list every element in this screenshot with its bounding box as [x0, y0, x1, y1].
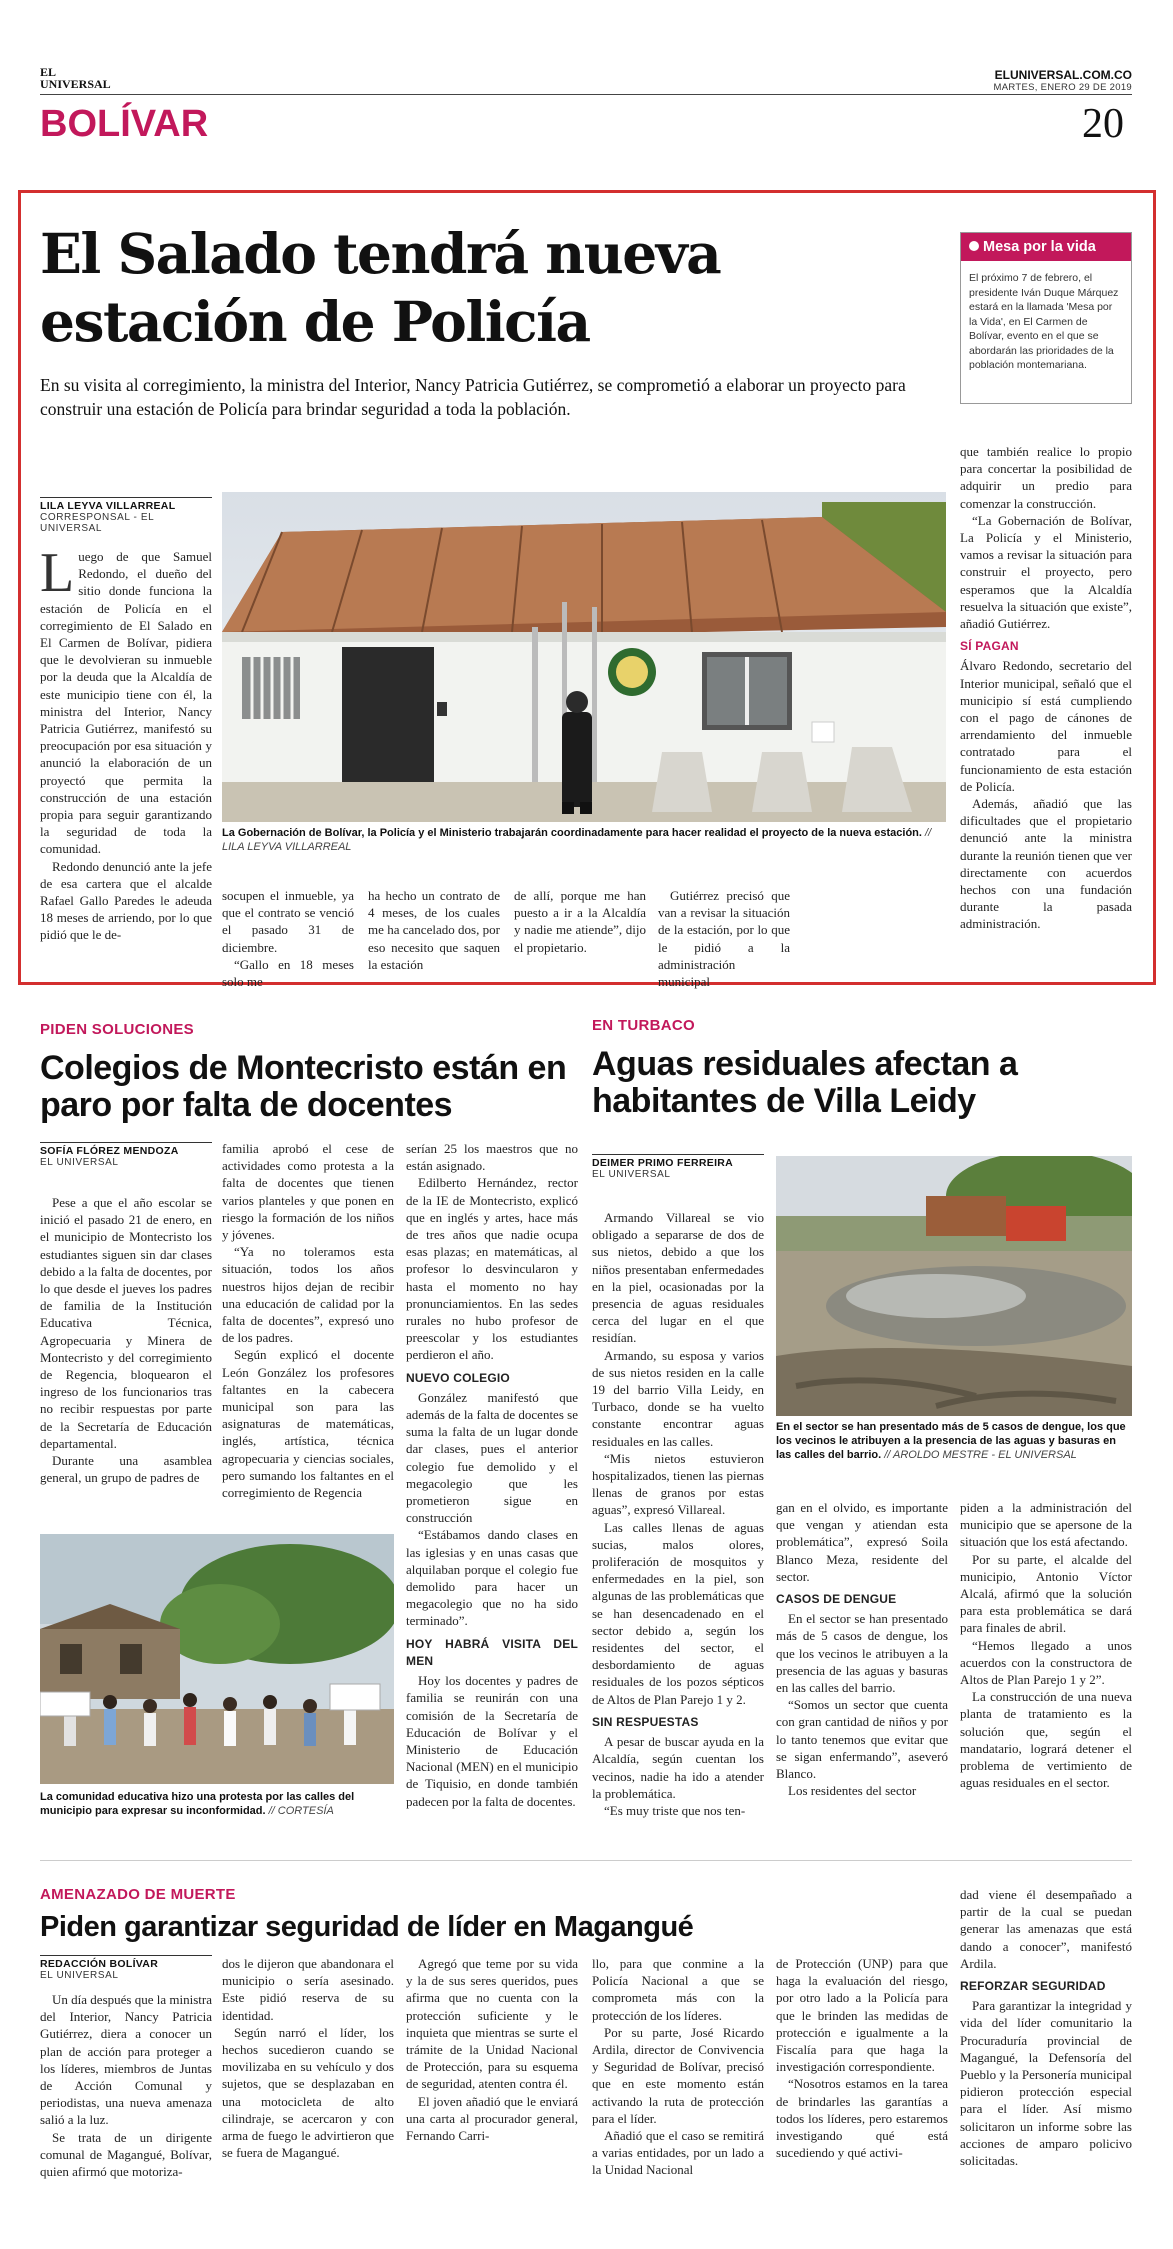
montecristo-column-2: [222, 1140, 394, 1501]
paragraph: “Estábamos dando clases en las iglesias y en unas casas que alquilaban porque el colegio fue demolido para hacer un megacolegio que no ha sido terminado”.: [406, 1527, 578, 1629]
sidebar-text: El próximo 7 de febrero, el presidente Iván Duque Márquez estará en la llamada 'Mesa por la Vida', en El Carmen de Bolívar, evento en el que se abordarán las prioridades de la población montemariana.: [969, 272, 1119, 371]
sidebar-title: Mesa por la vida: [983, 239, 1096, 255]
paragraph: A pesar de buscar ayuda en la Alcaldía, según cuentan los vecinos, nadie ha ido a atender la problemática.: [592, 1734, 764, 1801]
lead-column-6: [960, 443, 1132, 933]
sidebar-header: [961, 233, 1131, 261]
paragraph: Edilberto Hernández, rector de la IE de Montecristo, explicó que en inglés y artes, hace más de tres años que nadie ocupa esas plazas; en matemáticas, al profesor lo desvincularon y hasta el momento no hay pronunciamientos. En las sedes rurales no hubo profesor de preescolar y los estudiantes perdieron el año.: [406, 1175, 578, 1363]
paragraph: Según explicó el docente León González los profesores faltantes en la cabecera municipal son para las asignaturas de matemáticas, inglés, artística, técnica agropecuaria y ciencias sociales, pero sumando los faltantes en el corregimiento de Regencia: [222, 1347, 394, 1501]
paragraph: Según narró el líder, los hechos sucedieron cuando se movilizaba en su vehículo y dos sujetos, que se desplazaban en una motocicleta de alto cilindraje, se acercaron y con arma de fuego le advirtieron que se fuera de Magangué.: [222, 2024, 394, 2161]
byline-name: SOFÍA FLÓREZ MENDOZA: [40, 1145, 179, 1157]
turbaco-kicker: EN TURBACO: [592, 1017, 695, 1034]
lead-column-1: [40, 542, 212, 944]
caption-credit: // AROLDO MESTRE - EL UNIVERSAL: [884, 1449, 1077, 1461]
magangue-column-6: [960, 1886, 1132, 2169]
paragraph: llo, para que conmine a la Policía Nacional a que se comprometa más con la protección de los líderes.: [592, 1956, 764, 2023]
paragraph: Añadió que el caso se remitirá a varias entidades, por un lado a la Unidad Nacional: [592, 2128, 764, 2178]
paragraph: socupen el inmueble, ya que el contrato se venció el pasado 31 de diciembre.: [222, 888, 354, 955]
paragraph: Por su parte, el alcalde del municipio, Antonio Víctor Alcalá, afirmó que la solución para esta problemática se dará para finales de abril.: [960, 1551, 1132, 1636]
bullet-icon: [969, 241, 979, 251]
paragraph: gan en el olvido, es importante que vengan y atiendan esta problemática”, expresó Soila Blanco Meza, residente del sector.: [776, 1500, 948, 1584]
paragraph: Redondo denunció ante la jefe de esa cartera que el alcalde Rafael Gallo Paredes le adeuda 18 meses de arriendo, por lo que pidió que le de-: [40, 858, 212, 943]
paragraph: que también realice lo propio para concertar la posibilidad de adquirir un predio para comenzar la construcción.: [960, 444, 1132, 511]
caption-text: La Gobernación de Bolívar, la Policía y el Ministerio trabajarán coordinadamente para hacer realidad el proyecto de la nueva estación.: [222, 827, 922, 839]
turbaco-photo-caption: [776, 1420, 1132, 1462]
montecristo-column-1: [40, 1194, 212, 1486]
paragraph: ha hecho un contrato de 4 meses, de los cuales me ha cancelado dos, por eso necesito que saquen la estación: [368, 888, 500, 972]
turbaco-column-3: [960, 1499, 1132, 1791]
byline-role: EL UNIVERSAL: [592, 1169, 671, 1180]
paragraph: Además, añadió que las dificultades que el propietario denunció ante la ministra durante la reunión tienen que ver directamente con acuerdos hechos con una fundación durante la pasada administración.: [960, 796, 1132, 932]
paragraph: Luego de que Samuel Redondo, el dueño del sitio donde funciona la estación de Policía en el corregimiento de El Salado en El Carmen de Bolívar, pidiera que le devolvieran su inmueble por la deuda que la Alcaldía de este municipio tiene con él, la ministra del Interior, Nancy Patricia Gutiérrez, manifestó su preocupación por esa situación y anunció la elaboración de un proyectó que permita la construcción de una estación propia para seguir garantizando la seguridad de toda la comunidad.: [40, 542, 212, 857]
montecristo-photo: [40, 1534, 394, 1784]
drop-cap: L: [40, 542, 75, 604]
paragraph: “Gallo en 18 meses solo me: [222, 956, 354, 990]
section-title: BOLÍVAR: [40, 103, 209, 145]
subheading: SIN RESPUESTAS: [592, 1714, 699, 1729]
lead-photo: [222, 492, 946, 822]
lead-column-2: [222, 887, 354, 990]
montecristo-byline: [40, 1140, 212, 1168]
lead-headline: El Salado tendrá nueva estación de Policía: [40, 221, 721, 354]
byline-name: REDACCIÓN BOLÍVAR: [40, 1958, 159, 1970]
paragraph: piden a la administración del municipio que se apersone de la situación que los está afectando.: [960, 1500, 1132, 1550]
magangue-column-3: [406, 1955, 578, 2144]
byline-role: CORRESPONSAL - EL UNIVERSAL: [40, 512, 154, 534]
paragraph: Por su parte, José Ricardo Ardila, director de Convivencia y Seguridad de Bolívar, precisó que en este momento están activando la ruta de protección para el líder.: [592, 2024, 764, 2126]
paragraph: de Protección (UNP) para que haga la evaluación del riesgo, por otro lado a la Policía para que le brinden las medidas de protección e igualmente a la Fiscalía para que haga la investigación correspondiente.: [776, 1956, 948, 2075]
magangue-headline: Piden garantizar seguridad de líder en Magangué: [40, 1911, 694, 1943]
paragraph: dad viene él desempañado a partir de la cual se puedan generar las amenazas que está dando a conocer”, manifestó Ardila.: [960, 1887, 1132, 1971]
paragraph: “Es muy triste que nos ten-: [604, 1802, 746, 1818]
paragraph: serían 25 los maestros que no están asignado.: [406, 1141, 578, 1174]
byline-name: DEIMER PRIMO FERREIRA: [592, 1157, 734, 1169]
turbaco-photo: [776, 1156, 1132, 1416]
paragraph: Gutiérrez precisó que van a revisar la situación de la estación, por lo que le pidió a la administración municipal: [658, 888, 790, 990]
paragraph: Para garantizar la integridad y vida del líder comunitario la Procuraduría provincial de Magangué, la Defensoría del Pueblo y la Personería municipal pidieron protección especial para el líder. Así mismo solicitaron un informe sobre las acciones de amparo policivo solicitadas.: [960, 1998, 1132, 2169]
magangue-column-1: [40, 1991, 212, 2180]
lead-column-4: [514, 887, 646, 956]
montecristo-photo-caption: [40, 1790, 394, 1818]
paragraph: La construcción de una nueva planta de tratamiento es la solución que, según el mandatario, logrará detener el problema de vertimiento de aguas residuales en el sector.: [960, 1689, 1132, 1791]
paragraph: Hoy los docentes y padres de familia se reunirán con una comisión de la Secretaría de Educación de Bolívar y el Ministerio de Educación Nacional (MEN) en el municipio de Tiquisio, en donde también padecen por la falta de docentes.: [406, 1673, 578, 1809]
lead-column-3: [368, 887, 500, 973]
lead-photo-caption: [222, 826, 946, 854]
caption-credit: // CORTESÍA: [268, 1805, 334, 1817]
subheading: CASOS DE DENGUE: [776, 1592, 897, 1607]
magangue-kicker: AMENAZADO DE MUERTE: [40, 1886, 236, 1903]
turbaco-headline: Aguas residuales afectan a habitantes de Villa Leidy: [592, 1045, 1018, 1120]
paragraph: Un día después que la ministra del Interior, Nancy Patricia Gutiérrez, diera a conocer un plan de acción para proteger a los líderes, miembros de Juntas de Acción Comunal y periodistas, una nueva amenaza salió a la luz.: [40, 1992, 212, 2128]
paragraph: González manifestó que además de la falta de docentes se suma la falta de un lugar donde dar clases, pues el anterior colegio fue demolido y el megacolegio que les prometieron sigue en construcción: [406, 1389, 578, 1526]
magangue-byline: [40, 1953, 212, 1981]
paragraph: Pese a que el año escolar se inició el pasado 21 de enero, en el municipio de Montecristo los estudiantes siguen sin dar clases debido a la falta de docentes, por lo que desde el jueves los padres de familia de la Institución Educativa Técnica, Agropecuaria y Minera de Montecristo y del corregimiento de Regencia, bloquearon el ingreso de los funcionarios tras no recibir respuestas por parte de la Secretaría de Educación departamental.: [40, 1195, 212, 1451]
site-url[interactable]: ELUNIVERSAL.COM.CO: [994, 68, 1132, 82]
lead-byline: [40, 495, 212, 534]
masthead-rule: [40, 94, 1132, 95]
lead-column-5: [658, 887, 790, 990]
turbaco-column-1: [592, 1209, 764, 1819]
byline-role: EL UNIVERSAL: [40, 1970, 119, 1981]
magangue-column-4: [592, 1955, 764, 2179]
section-divider: [40, 1860, 1132, 1861]
magangue-column-5: [776, 1955, 948, 2161]
subheading: NUEVO COLEGIO: [406, 1370, 510, 1385]
paragraph: familia aprobó el cese de actividades como protesta a la falta de docentes que tienen varios planteles y que ponen en riesgo la formación de los niños y jóvenes.: [222, 1141, 394, 1243]
caption-text: En el sector se han presentado más de 5 casos de dengue, los que los vecinos le atribuyen a la presencia de las aguas y basuras en las calles del barrio.: [776, 1421, 1126, 1461]
paragraph: “Somos un sector que cuenta con gran cantidad de niños y por lo tanto tenemos que evitar que se sigan enfermando”, aseveró Blanco.: [776, 1697, 948, 1782]
turbaco-column-2: [776, 1499, 948, 1799]
paragraph: “Mis nietos estuvieron hospitalizados, tienen las piernas llenas de granos por estas aguas”, expresó Villareal.: [592, 1450, 764, 1518]
subheading: HOY HABRÁ VISITA DEL MEN: [406, 1636, 578, 1668]
subheading: SÍ PAGAN: [960, 639, 1019, 654]
montecristo-kicker: PIDEN SOLUCIONES: [40, 1021, 194, 1038]
paragraph: Durante una asamblea general, un grupo de padres de: [40, 1453, 212, 1486]
paragraph: El joven añadió que le enviará una carta al procurador general, Fernando Carri-: [406, 2093, 578, 2144]
paragraph: “Ya no toleramos esta situación, todos los años nuestros hijos dejan de recibir una educación de calidad por la falta de docentes”, expresó uno de los padres.: [222, 1244, 394, 1346]
turbaco-byline: [592, 1152, 764, 1180]
paragraph: Armando Villareal se vio obligado a separarse de dos de sus nietos, debido a que los niños presentaban enfermedades en la piel, ocasionadas por la presencia de aguas residuales cerca del lugar en el que residían.: [592, 1210, 764, 1346]
byline-role: EL UNIVERSAL: [40, 1157, 119, 1168]
paragraph: “Nosotros estamos en la tarea de brindarles las garantías a todos los líderes, pero estaremos investigando qué está sucediendo y qué activi-: [776, 2076, 948, 2161]
paragraph: Las calles llenas de aguas sucias, malos olores, proliferación de mosquitos y enfermedades en la piel, son algunas de las problemáticas que se han desencadenado en el sector debido a, según los residentes del sector, el desbordamiento de aguas residuales de los pozos sépticos de Altos de Plan Parejo 1 y 2.: [592, 1519, 764, 1707]
paragraph: de allí, porque me han puesto a ir a la Alcaldía y nadie me atiende”, dijo el propietario.: [514, 888, 646, 955]
paragraph: “Hemos llegado a unos acuerdos con la constructora de Altos de Plan Parejo 1 y 2”.: [960, 1637, 1132, 1688]
paragraph: Los residentes del sector: [788, 1783, 917, 1799]
paragraph: Agregó que teme por su vida y la de sus seres queridos, pues afirma que no cuenta con la protección suficiente y le inquieta que mientras se surte el trámite de la Unidad Nacional de Protección, para su esquema de seguridad, atenten contra él.: [406, 1956, 578, 2092]
page-number: 20: [1082, 101, 1124, 147]
lead-deck: En su visita al corregimiento, la ministra del Interior, Nancy Patricia Gutiérrez, se comprometió a elaborar un proyecto para construir una estación de Policía para brindar seguridad a toda la población.: [40, 375, 906, 419]
sidebar-box: [960, 232, 1132, 404]
subheading: REFORZAR SEGURIDAD: [960, 1979, 1106, 1994]
paragraph: Armando, su esposa y varios de sus nietos residen en la calle 19 del barrio Villa Leidy, en Turbaco, donde se ha vuelto constante encontrar aguas residuales en las calles.: [592, 1347, 764, 1449]
paragraph: Se trata de un dirigente comunal de Magangué, Bolívar, quien afirmó que motoriza-: [40, 2129, 212, 2180]
masthead: [40, 62, 1132, 154]
byline-name: LILA LEYVA VILLARREAL: [40, 500, 176, 512]
caption-text: La comunidad educativa hizo una protesta por las calles del municipio para expresar su inconformidad.: [40, 1791, 355, 1817]
paragraph: En el sector se han presentado más de 5 casos de dengue, los que los vecinos le atribuyen a la presencia de las aguas y basuras en las calles del barrio.: [776, 1611, 948, 1696]
paragraph: dos le dijeron que abandonara el municipio o sería asesinado. Este pidió reserva de su identidad.: [222, 1956, 394, 2023]
paragraph: Álvaro Redondo, secretario del Interior municipal, señaló que el municipio sí está cumpliendo con el pago de cánones de arrendamiento del inmueble contratado para el funcionamiento de esta estación de Policía.: [960, 658, 1132, 794]
caption-credit: // LILA LEYVA VILLARREAL: [222, 827, 932, 853]
magangue-column-2: [222, 1955, 394, 2161]
montecristo-column-3: [406, 1140, 578, 1810]
montecristo-headline: Colegios de Montecristo están en paro por falta de docentes: [40, 1049, 567, 1124]
newspaper-logo: EL UNIVERSAL: [40, 65, 111, 91]
paragraph: “La Gobernación de Bolívar, La Policía y el Ministerio, vamos a revisar la situación para construir el proyecto, pero esperamos que la Alcaldía resuelva la situación que existe”, añadió Gutiérrez.: [960, 512, 1132, 632]
issue-date: MARTES, ENERO 29 DE 2019: [993, 82, 1132, 93]
